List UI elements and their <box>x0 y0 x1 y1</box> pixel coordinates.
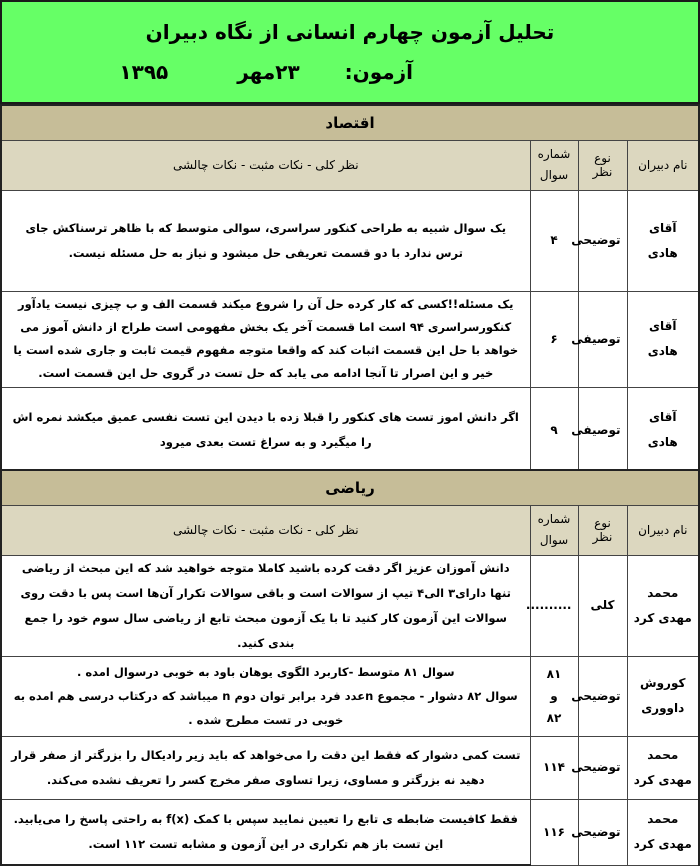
comment-text: فقط کافیست ضابطه ی تابع را تعیین نمایید سپس با کمک f(x) به راحتی پاسخ را می‌یابید. این تست باز هم تکراری در این آزمون و مشابه تست ۱۱۲ است. <box>1 799 530 865</box>
comment-type: توضیحی <box>578 190 627 291</box>
question-number: ۱۱۶ <box>530 799 578 865</box>
table-row <box>1 555 699 656</box>
comment-line: سوال ۸۲ دشوار - مجموع nعدد فرد برابر توان دوم n میباشد که درکتاب درسی هم امده به خوبی در تست مطرح شده . <box>13 689 518 727</box>
teacher-name: آقای هادی <box>627 387 699 473</box>
section-header <box>1 470 699 505</box>
question-number: ۹ <box>530 387 578 473</box>
table-row <box>1 656 699 736</box>
column-header-row <box>1 140 699 190</box>
col-comment: نظر کلی - نکات مثبت - نکات چالشی <box>1 505 530 555</box>
comment-type: توضیحی <box>578 736 627 799</box>
table-row <box>1 291 699 387</box>
exam-label: آزمون: <box>344 60 413 84</box>
comment-text: اگر دانش اموز تست های کنکور را قبلا زده با دیدن این تست نفسی عمیق میکشد نمره اش را میگیرد و به سراغ تست بعدی میرود <box>1 387 530 473</box>
teacher-name: کوروش داووری <box>627 656 699 736</box>
table-row <box>1 736 699 799</box>
exam-info <box>119 60 413 84</box>
col-comment: نظر کلی - نکات مثبت - نکات چالشی <box>1 140 530 190</box>
teacher-name: آقای هادی <box>627 291 699 387</box>
teacher-name: محمد مهدی کرد <box>627 799 699 865</box>
question-number: ۶ <box>530 291 578 387</box>
question-number-line: ۸۲ <box>546 711 562 725</box>
teacher-name: محمد مهدی کرد <box>627 736 699 799</box>
economics-table <box>0 104 700 474</box>
comment-line: سوال ۸۱ متوسط -کاربرد الگوی یوهان باود به خوبی درسوال امده . <box>76 665 455 679</box>
col-number: شماره سوال <box>530 140 578 190</box>
question-number-line: ۸۱ <box>546 667 562 681</box>
comment-text: تست کمی دشوار که فقط این دقت را می‌خواهد که باید زیر رادیکال را بزرگتر از صفر قرار دهید نه بزرگتر و مساوی، زیرا تساوی صفر مخرج کسر را تعریف نشده می‌کند. <box>1 736 530 799</box>
question-number: ۱۱۴ <box>530 736 578 799</box>
comment-type: کلی <box>578 555 627 656</box>
col-number: شماره سوال <box>530 505 578 555</box>
section-title-economics: اقتصاد <box>1 105 699 140</box>
col-type: نوع نظر <box>578 505 627 555</box>
section-header <box>1 105 699 140</box>
col-teacher: نام دبیران <box>627 140 699 190</box>
comment-type: توصیفی <box>578 387 627 473</box>
page-title: تحلیل آزمون چهارم انسانی از نگاه دبیران <box>145 20 555 44</box>
comment-type: توضیحی <box>578 656 627 736</box>
comment-text <box>1 656 530 736</box>
question-number: ۴ <box>530 190 578 291</box>
comment-text: یک سوال شبیه به طراحی کنکور سراسری، سوالی متوسط که با ظاهر ترسناکش جای ترس ندارد با دو قسمت تعریفی حل میشود و نیاز به حل مسئله نیست. <box>1 190 530 291</box>
comment-text: یک مسئله!!کسی که کار کرده حل آن را شروع میکند قسمت الف و ب چیزی نیست یادآور کنکورسراسری ۹۴ است اما قسمت آخر یک بخش مفهومی است طراح از دانش آموز می خواهد با حل این قسمت اثبات کند که واقعا متوجه مفهوم قیمت ثابت و جاری شده است یا خیر و این اصرار تا آنجا ادامه می یابد که حل تست در گروی حل این قسمت است. <box>1 291 530 387</box>
teacher-name: محمد مهدی کرد <box>627 555 699 656</box>
title-banner <box>0 0 700 104</box>
col-teacher: نام دبیران <box>627 505 699 555</box>
section-title-math: ریاضی <box>1 470 699 505</box>
teacher-name: آقای هادی <box>627 190 699 291</box>
col-type: نوع نظر <box>578 140 627 190</box>
question-number-line: و <box>550 689 558 703</box>
math-table <box>0 469 700 866</box>
table-row <box>1 387 699 473</box>
exam-date: ۲۳مهر <box>237 60 300 84</box>
comment-type: توصیفی <box>578 291 627 387</box>
question-number: .......... <box>530 555 578 656</box>
comment-text: دانش آموزان عزیز اگر دقت کرده باشید کاملا متوجه خواهید شد که این مبحث از ریاضی تنها دارای۳ الی۴ تیپ از سوالات است و باقی سوالات تکرار آن‌ها است پس با دقت روی سوالات این آزمون کار کنید تا با یک آزمون مبحث تابع از ریاضی سال سوم خود را جمع بندی کنید. <box>1 555 530 656</box>
comment-type: توضیحی <box>578 799 627 865</box>
table-row <box>1 190 699 291</box>
column-header-row <box>1 505 699 555</box>
table-row <box>1 799 699 865</box>
exam-year: ۱۳۹۵ <box>119 60 169 84</box>
